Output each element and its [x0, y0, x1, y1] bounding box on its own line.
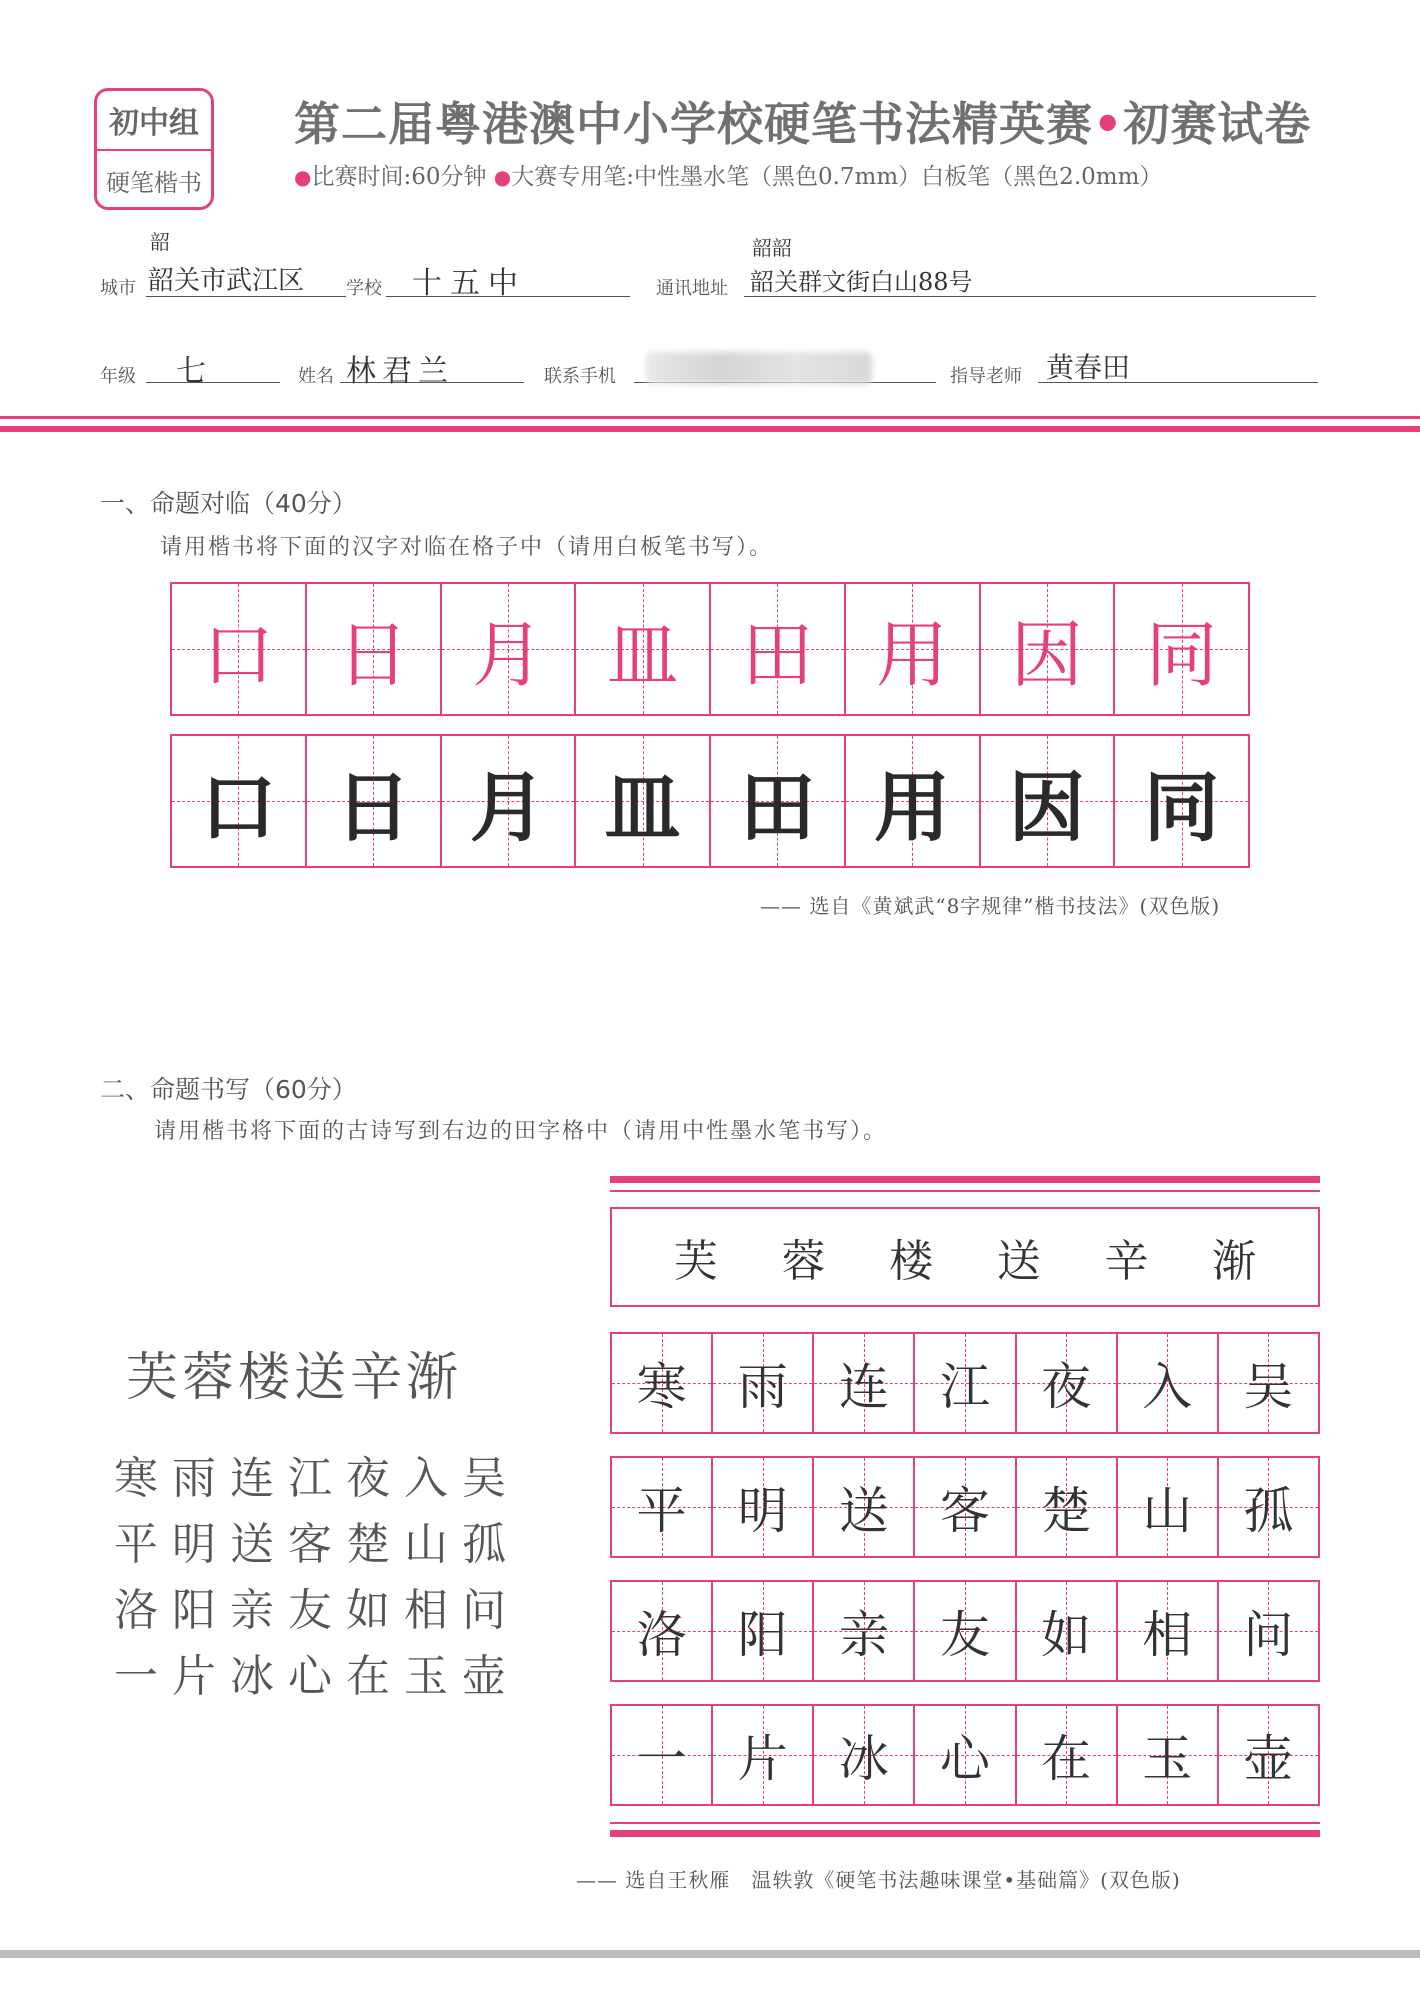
writing-area-bottom-rule [610, 1830, 1320, 1837]
written-poem-char: 片 [737, 1730, 788, 1788]
poem-grid-cell[interactable] [612, 1458, 713, 1556]
poem-grid-cell[interactable] [1219, 1706, 1318, 1804]
poem-grid-cell[interactable] [814, 1458, 915, 1556]
poem-grid-cell[interactable] [1118, 1334, 1219, 1432]
model-char: 用 [876, 613, 949, 697]
poem-grid-row[interactable] [610, 1332, 1320, 1434]
written-poem-char: 明 [737, 1482, 788, 1540]
poem-grid-cell[interactable] [1017, 1458, 1118, 1556]
poem-grid-cell[interactable] [713, 1458, 814, 1556]
section2-title: 二、命题书写（60分） [100, 1075, 357, 1104]
written-title-char: 蓉 [781, 1236, 826, 1287]
written-poem-char: 孤 [1243, 1482, 1294, 1540]
city-label: 城市 [100, 278, 136, 299]
name-label: 姓名 [298, 366, 334, 387]
teacher-field[interactable]: 黄春田 [1046, 351, 1131, 384]
page-title [294, 88, 1311, 154]
poem-grid-cell[interactable] [713, 1582, 814, 1680]
written-title-char: 渐 [1212, 1236, 1257, 1287]
written-title-char: 楼 [889, 1236, 934, 1287]
written-poem-char: 客 [939, 1482, 990, 1540]
model-char-cell [172, 584, 307, 714]
city-correction: 韶 [150, 230, 170, 254]
school-label: 学校 [346, 278, 382, 299]
title-dot: • [1093, 97, 1124, 151]
address-correction: 韶韶 [752, 236, 792, 260]
phone-label: 联系手机 [544, 366, 616, 387]
model-char: 月 [471, 613, 544, 697]
school-field[interactable]: 十五中 [412, 266, 526, 301]
model-char-cell [307, 584, 442, 714]
practice-char-cell[interactable] [307, 736, 442, 866]
written-poem-char: 寒 [636, 1358, 687, 1416]
written-char: 口 [200, 762, 277, 852]
divider-bottom [0, 426, 1420, 432]
written-poem-char: 问 [1243, 1606, 1294, 1664]
bullet-icon: ● [294, 165, 312, 189]
poem-grid-cell[interactable] [612, 1582, 713, 1680]
written-char: 月 [469, 762, 546, 852]
model-char-cell [1115, 584, 1248, 714]
title-main: 第二届粤港澳中小学校硬笔书法精英赛 [294, 97, 1093, 151]
written-poem-char: 冰 [838, 1730, 889, 1788]
practice-char-cell[interactable] [1115, 736, 1248, 866]
written-poem-char: 壶 [1243, 1730, 1294, 1788]
written-poem-char: 心 [939, 1730, 990, 1788]
poem-grid-cell[interactable] [1118, 1706, 1219, 1804]
written-poem-char: 洛 [636, 1606, 687, 1664]
written-poem-char: 友 [939, 1606, 990, 1664]
poem-grid-cell[interactable] [1118, 1582, 1219, 1680]
written-poem-char: 在 [1041, 1730, 1092, 1788]
pen-info: 大赛专用笔:中性墨水笔（黑色0.7mm）白板笔（黑色2.0mm） [511, 164, 1163, 190]
poem-grid-cell[interactable] [1219, 1334, 1318, 1432]
poem-grid-cell[interactable] [915, 1706, 1016, 1804]
practice-char-cell[interactable] [846, 736, 981, 866]
written-poem-char: 山 [1142, 1482, 1193, 1540]
writing-area-top-rule [610, 1176, 1320, 1183]
written-char: 皿 [604, 762, 681, 852]
written-title-char: 辛 [1104, 1236, 1149, 1287]
group-badge [94, 88, 214, 210]
poem-title: 芙蓉楼送辛渐 [126, 1348, 463, 1408]
poem-grid-cell[interactable] [612, 1706, 713, 1804]
section2-instruction: 请用楷书将下面的古诗写到右边的田字格中（请用中性墨水笔书写）。 [154, 1119, 888, 1144]
model-char: 日 [337, 613, 410, 697]
city-field[interactable]: 韶关市武江区 [148, 266, 305, 296]
written-title-char: 芙 [673, 1236, 718, 1287]
written-char: 日 [335, 762, 412, 852]
section2-source: —— 选自王秋雁 温轶敦《硬笔书法趣味课堂•基础篇》(双色版) [576, 1868, 1181, 1892]
written-poem-char: 入 [1142, 1358, 1193, 1416]
writing-area-bottom-rule-thin [610, 1822, 1320, 1824]
poem-line: 平明送客楚山孤 [114, 1519, 520, 1570]
practice-char-cell[interactable] [711, 736, 846, 866]
page-bottom-rule [0, 1950, 1420, 1958]
badge-group: 初中组 [97, 91, 211, 151]
model-char: 同 [1145, 613, 1218, 697]
written-poem-char: 相 [1142, 1606, 1193, 1664]
section1-title: 一、命题对临（40分） [100, 489, 357, 518]
written-poem-char: 楚 [1041, 1482, 1092, 1540]
model-char: 因 [1010, 613, 1083, 697]
grade-label: 年级 [100, 366, 136, 387]
grade-underline [146, 382, 280, 383]
model-char-cell [576, 584, 711, 714]
poem-line: 一片冰心在玉壶 [114, 1651, 520, 1702]
poem-grid-cell[interactable] [1017, 1334, 1118, 1432]
written-poem-char: 吴 [1243, 1358, 1294, 1416]
written-poem-char: 夜 [1041, 1358, 1092, 1416]
model-char: 皿 [606, 613, 679, 697]
model-char-cell [711, 584, 846, 714]
poem-grid-cell[interactable] [915, 1458, 1016, 1556]
poem-grid-cell[interactable] [915, 1582, 1016, 1680]
written-char: 同 [1143, 762, 1220, 852]
poem-grid-cell[interactable] [1118, 1458, 1219, 1556]
written-poem-char: 如 [1041, 1606, 1092, 1664]
practice-char-cell[interactable] [576, 736, 711, 866]
writing-area-top-rule-thin [610, 1190, 1320, 1192]
address-label: 通讯地址 [656, 278, 728, 299]
written-poem-char: 送 [838, 1482, 889, 1540]
teacher-label: 指导老师 [950, 366, 1022, 387]
model-char-cell [981, 584, 1116, 714]
poem-grid-row[interactable] [610, 1704, 1320, 1806]
divider-top [0, 416, 1420, 419]
written-title-char: 送 [996, 1236, 1041, 1287]
address-field[interactable]: 韶关群文街白山88号 [750, 268, 973, 296]
written-poem-char: 一 [636, 1730, 687, 1788]
poem-grid-cell[interactable] [1017, 1706, 1118, 1804]
practice-char-cell[interactable] [172, 736, 307, 866]
written-char: 因 [1008, 762, 1085, 852]
written-poem-char: 连 [838, 1358, 889, 1416]
section1-instruction: 请用楷书将下面的汉字对临在格子中（请用白板笔书写）。 [160, 535, 774, 560]
model-char-cell [442, 584, 577, 714]
practice-char-cell[interactable] [981, 736, 1116, 866]
poem-grid-cell[interactable] [1219, 1458, 1318, 1556]
poem-grid-cell[interactable] [814, 1582, 915, 1680]
model-char-grid [170, 582, 1250, 716]
written-poem-char: 玉 [1142, 1730, 1193, 1788]
poem-grid-cell[interactable] [814, 1334, 915, 1432]
poem-grid-cell[interactable] [713, 1706, 814, 1804]
written-char: 用 [874, 762, 951, 852]
name-field[interactable]: 林君兰 [346, 354, 454, 389]
model-char: 田 [741, 613, 814, 697]
written-poem-char: 平 [636, 1482, 687, 1540]
written-poem-char: 雨 [737, 1358, 788, 1416]
phone-field-redacted[interactable] [646, 352, 872, 384]
exam-info [294, 158, 1162, 191]
written-poem-char: 阳 [737, 1606, 788, 1664]
written-char: 田 [739, 762, 816, 852]
model-char-cell [846, 584, 981, 714]
poem-grid-cell[interactable] [814, 1706, 915, 1804]
poem-line: 寒雨连江夜入吴 [114, 1453, 520, 1504]
badge-category: 硬笔楷书 [106, 168, 202, 197]
poem-grid-cell[interactable] [713, 1334, 814, 1432]
poem-grid-row[interactable] [610, 1456, 1320, 1558]
practice-char-cell[interactable] [442, 736, 577, 866]
poem-grid-cell[interactable] [1017, 1582, 1118, 1680]
poem-line: 洛阳亲友如相问 [114, 1585, 520, 1636]
practice-char-grid[interactable] [170, 734, 1250, 868]
written-poem-char: 亲 [838, 1606, 889, 1664]
poem-grid-cell[interactable] [915, 1334, 1016, 1432]
model-char: 口 [202, 613, 275, 697]
poem-grid-cell[interactable] [612, 1334, 713, 1432]
poem-grid-row[interactable] [610, 1580, 1320, 1682]
time-info: 比赛时间:60分钟 [311, 164, 487, 190]
poem-grid-cell[interactable] [1219, 1582, 1318, 1680]
written-poem-char: 江 [939, 1358, 990, 1416]
section1-source: —— 选自《黄斌武“8字规律”楷书技法》(双色版) [760, 894, 1221, 918]
written-title-box[interactable] [610, 1207, 1320, 1307]
bullet-icon: ● [493, 165, 512, 189]
title-sub: 初赛试卷 [1123, 97, 1312, 151]
grade-field[interactable]: 七 [176, 354, 206, 389]
